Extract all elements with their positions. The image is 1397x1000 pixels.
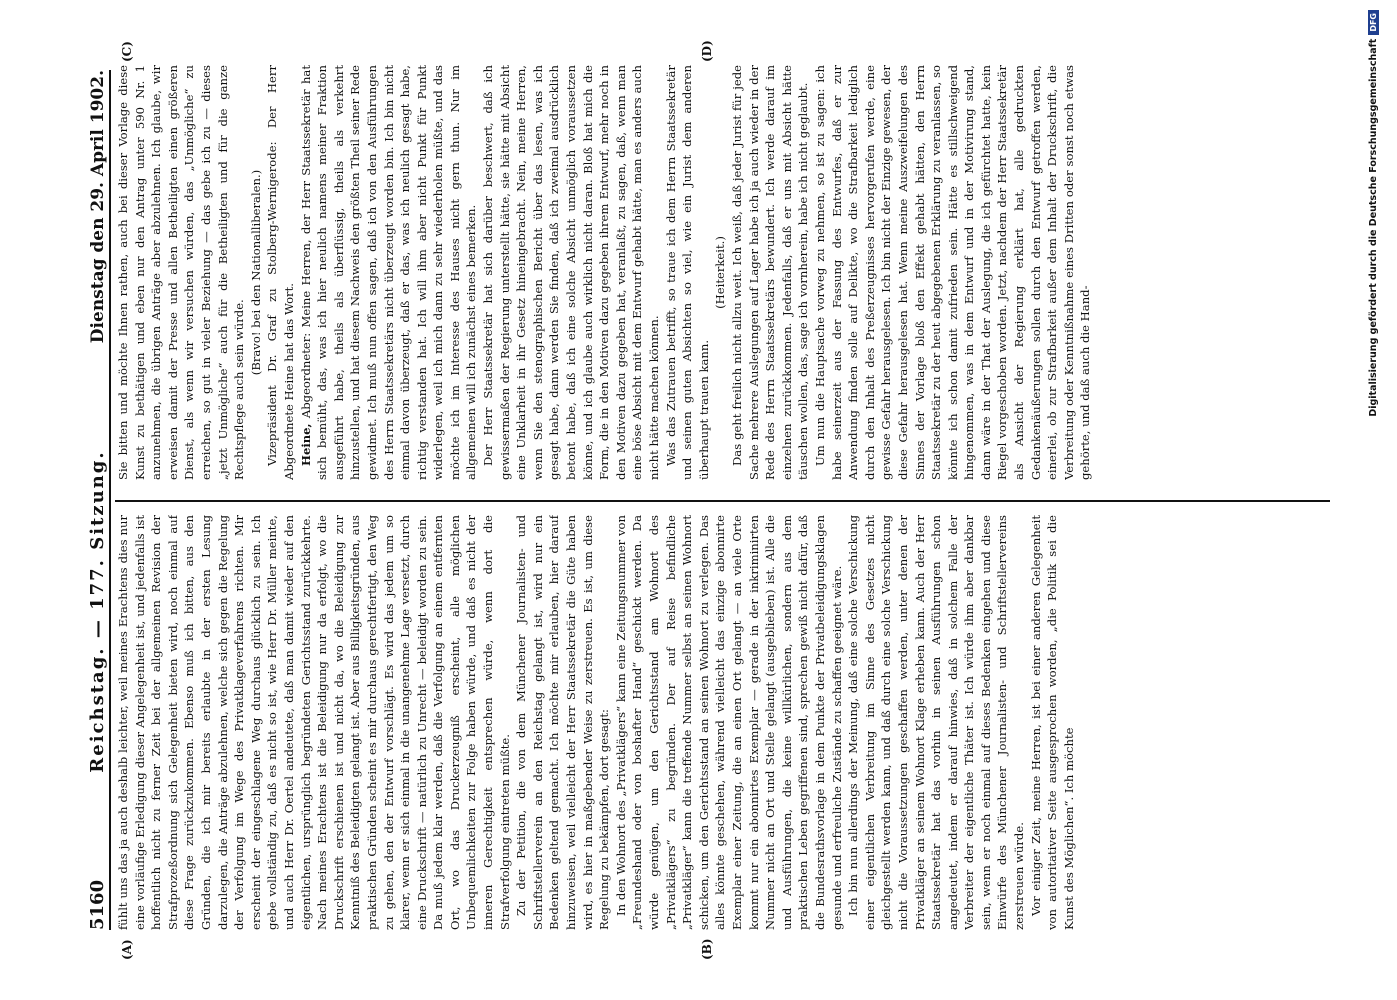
- applause-note: (Bravo! bei den Nationalliberalen.): [248, 169, 263, 376]
- speaker-name: Heine,: [298, 423, 313, 466]
- header-rule: [109, 70, 111, 930]
- page-title: Reichstag. — 177. Sitzung.: [87, 450, 108, 773]
- column-divider: [115, 500, 1330, 502]
- right-column: [115, 65, 1330, 480]
- speech-opening: [298, 65, 481, 480]
- paragraph: Das geht freilich nicht allzu weit. Ich weiß, daß jeder Jurist für jede Sache mehrere Auslegungen auf Lager habe ich ja auch wieder in der Rede des Herrn Staatssekretärs bewundert. Ich werde darauf im einzelnen zurückkommen. Jedenfalls, daß er uns mit Absicht hätte täuschen wollen, das, sage ich vornherein, habe ich nicht geglaubt.: [729, 65, 811, 480]
- margin-marker-a: (A): [120, 939, 134, 960]
- page-header: [78, 70, 108, 930]
- paragraph: Der Herr Staatssekretär hat sich darüber beschwert, daß ich gewissermaßen der Regierung unterstellt hätte, sie hätte mit Absicht eine Unklarheit in ihr Gesetz hineingebracht. Nein, meine Herren, wenn Sie den stenographischen Bericht über das lesen, was ich gesagt habe, dann werden Sie finden, daß ich zweimal ausdrücklich betont habe, daß ich eine solche Absicht unmöglich voraussetzen könne, und ich glaube auch wirklich nicht daran. Bloß hat mich die Form, die in den Motiven dazu gegeben ihrem Entwurf, mehr noch in den Motiven dazu gegeben hat, veranlaßt, zu sagen, daß, wenn man eine böse Absicht mit dem Entwurf gehabt hätte, man es anders auch nicht hätte machen können.: [481, 65, 661, 480]
- quoted-petition: In den Wohnort des „Privatklägers“ kann eine Zeitungsnummer von „Freundeshand oder von boshafter Hand“ geschickt werden. Da würde genügen, um den Gerichtsstand am Wohnort des „Privatklägers“ zu begründen. Der auf Reise befindliche „Privatkläger“ kann die treffende Nummer selbst an seinen Wohnort schicken, um den Gerichtsstand an seinen Wohnort zu verlegen. Das alles könnte geschehen, während vielleicht das einzige abonnirte Exemplar einer Zeitung, die an einen Ort gelangt — an viele Orte kommt nur ein abonnirtes Exemplar — gerade in der inkriminirten Nummer nicht an Ort und Stelle gelangt (ausgeblieben) ist. Alle die und Ausführungen, die keine willkürlichen, sondern aus dem praktischen Leben gegriffenen sind, sprechen gewiß nicht dafür, daß die Bundesrathsvorlage in dem Punkte der Privatbeleidigungsklagen gesunde und erfreuliche Zustände zu schaffen geeignet wäre.: [613, 515, 844, 930]
- margin-marker-b: (B): [700, 938, 714, 960]
- paragraph: fühlt uns das ja auch deshalb leichter, weil meines Erachtens dies nur eine vorläufige Erledigung dieser Angelegenheit ist, und jedenfalls ist hoffentlich nicht zu ferner Zeit bei der allgemeinen Revision der Strafprozeßordnung sich Gelegenheit bieten wird, noch einmal auf diese Frage zurückzukommen. Ebenso muß ich bitten, aus den Gründen, die ich mir bereits erlaubte in der ersten Lesung darzulegen, die Anträge abzulehnen, welche sich gegen die Regelung der Verfolgung im Wege des Privatklageverfahrens richten. Mir erscheint der eingeschlagene Weg durchaus glücklich zu sein. Ich gebe vollständig zu, daß es nicht so ist, wie Herr Dr. Müller meinte, und auch Herr Dr. Oertel andeutete, daß man damit wieder auf den eigentlichen, ursprünglich begründeten Gerichtsstand zurückkehrte. Nach meines Erachtens ist die Beleidigung nur da erfolgt, wo die Druckschrift erschienen ist und nicht da, wo die Beleidigung zur Kenntniß des Beleidigten gelangt ist. Aber aus Billigkeitsgründen, aus praktischen Gründen scheint es mir durchaus gerechtfertigt, den Weg zu gehen, den der Entwurf vorschlägt. Es wird das jedem um so klarer, wenn er sich einmal in die unangenehme Lage versetzt, durch eine Druckschrift — natürlich zu Unrecht — beleidigt worden zu sein. Da muß jedem klar werden, daß die Verfolgung an einem entfernten Ort, wo das Druckerzeugniß erscheint, alle möglichen Unbequemlichkeiten zur Folge haben würde, und daß es nicht der inneren Gerechtigkeit entsprechen würde, wenn dort die Strafverfolgung eintreten müßte.: [116, 515, 512, 930]
- paragraph: Was das Zutrauen betrifft, so traue ich dem Herrn Staatssekretär und seinen guten Absichten so viel, wie ein Jurist dem anderen überhaupt trauen kann.: [663, 65, 711, 480]
- margin-marker-d: (D): [700, 40, 714, 62]
- speech-text: Abgeordneter: Meine Herren, der Herr Staatssekretär hat sich bemüht, das, was ich hier neulich namens meiner Fraktion ausgeführt habe, theils als überflüssig, theils als verkehrt hinzustellen, und hat diesem Nachweis den größten Theil seiner Rede gewidmet. Ich muß nun offen sagen, daß ich von den Ausführungen des Herrn Staatssekretärs nicht überzeugt worden bin. Ich bin nicht einmal davon überzeugt, daß er das, was ich neulich gesagt habe, richtig verstanden hat. Ich will ihm aber nicht Punkt für Punkt widerlegen, weil ich mich dann zu sehr wiederholen müßte, und das möchte ich im Interesse des Hauses nicht gern thun. Nur im allgemeinen will ich zunächst eines bemerken.: [298, 65, 479, 480]
- paragraph: Sie bitten und möchte Ihnen rathen, auch bei dieser Vorlage diese Kunst zu bethätigen und eben nur den Antrag unter 590 Nr. 1 anzunehmen, die übrigen Anträge aber abzulehnen. Ich glaube, wir erweisen damit der Presse und allen Betheiligten einen größeren Dienst, als wenn wir versuchen würden, das „Unmögliche“ zu erreichen, so gut in vieler Beziehung — das gebe ich zu — dieses „jetzt Unmögliche“ auch für die Betheiligten und für die ganze Rechtspflege auch sein würde.: [116, 65, 247, 480]
- funding-note: [1368, 10, 1384, 750]
- paragraph: Ich bin nun allerdings der Meinung, daß eine solche Verschickung einer eigentlichen Verbreitung im Sinne des Gesetzes nicht gleichgestellt werden kann, und daß durch eine solche Verschickung nicht die Voraussetzungen geschaffen werden, unter denen der Privatkläger an seinem Wohnort Klage erheben kann. Auch der Herr Staatssekretär hat das vorhin in seinen Ausführungen schon angedeutet, indem er darauf hinwies, daß in solchem Falle der Verbreiter der eigentliche Thäter ist. Ich würde ihm aber dankbar sein, wenn er noch einmal auf dieses Bedenken eingehen und diese Einwürfe des Münchener Journalisten- und Schriftstellervereins zerstreuen würde.: [846, 515, 1027, 930]
- paragraph: Um nun die Hauptsache vorweg zu nehmen, so ist zu sagen: ich habe seinerzeit aus der Fassung des Entwurfes, daß er zur Anwendung finden solle auf Delikte, wo die Strafbarkeit lediglich durch den Inhalt des Preßerzeugnisses hervorgerufen werde, eine gewisse Gefahr herausgelesen. Ich bin nicht der Einzige gewesen, der diese Gefahr herausgelesen hat. Wenn meine Auszweifelungen des Sinnes der Vorlage bloß den Effekt gehabt hätten, den Herrn Staatssekretär zu der heut abgegebenen Erklärung zu veranlassen, so könnte ich schon damit zufrieden sein. Hätte es stillschweigend hingenommen, was in dem Entwurf und in der Motivirung stand, dann wäre in der That der Auslegung, die ich gefürchtet hatte, kein Riegel vorgeschoben worden. Jetzt, nachdem der Herr Staatssekretär als Ansicht der Regierung erklärt hat, alle gedruckten Gedankenäußerungen sollen durch den Entwurf getroffen werden, einerlei, ob zur Strafbarkeit außer dem Inhalt der Druckschrift, die Verbreitung oder Kenntnißnahme eines Dritten oder sonst noch etwas gehörte, und daß auch die Hand-: [812, 65, 1093, 480]
- paragraph: Zu der Petition, die von dem Münchener Journalisten- und Schriftstellerverein an den Reichstag gelangt ist, wird nur ein Bedenken geltend gemacht. Ich möchte mir erlauben, hier darauf hinzuweisen, weil vielleicht der Herr Staatssekretär die Güte haben wird, es hier in maßgebender Weise zu zerstreuen. Es ist, um diese Regelung zu bekämpfen, dort gesagt:: [514, 515, 612, 930]
- vice-president-remark: Vizepräsident Dr. Graf zu Stolberg-Wernigerode: Der Herr Abgeordnete Heine hat das Wort.: [265, 65, 296, 480]
- left-column: [115, 515, 1330, 930]
- paragraph: Vor einiger Zeit, meine Herren, ist bei einer anderen Gelegenheit von autoritativer Seite ausgesprochen worden, „die Politik sei die Kunst des Möglichen“. Ich möchte: [1028, 515, 1076, 930]
- page-number: 5160: [87, 879, 108, 930]
- margin-marker-c: (C): [120, 41, 134, 62]
- laughter-note: (Heiterkeit.): [713, 236, 728, 309]
- dfg-logo: DFG: [1368, 10, 1379, 35]
- funding-text: Digitalisierung gefördert durch die Deutsche Forschungsgemeinschaft: [1368, 38, 1379, 417]
- page-date: Dienstag den 29. April 1902.: [88, 70, 108, 344]
